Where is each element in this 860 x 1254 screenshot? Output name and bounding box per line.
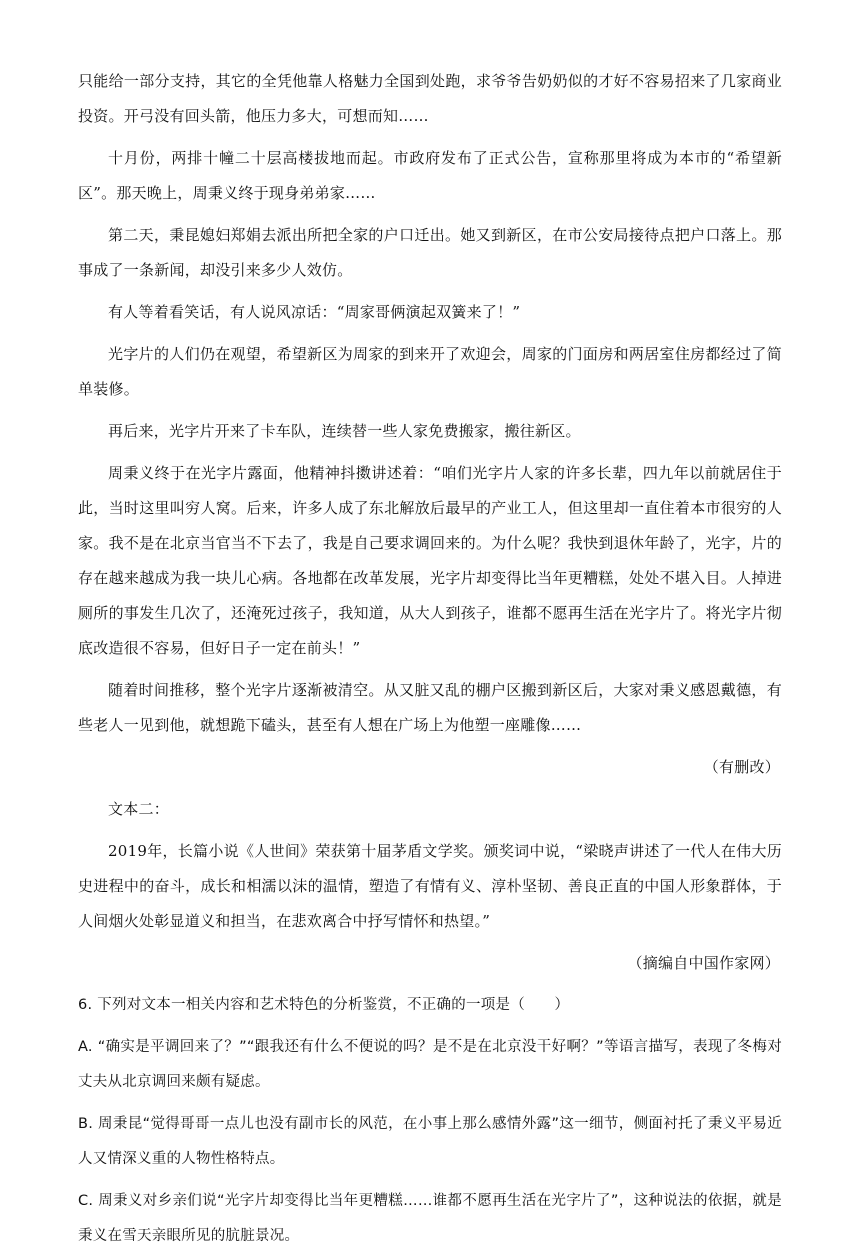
option-c: C. 周秉义对乡亲们说“光字片却变得比当年更糟糕……谁都不愿再生活在光字片了”，这种说法的依据，就是秉义在雪天亲眼所见的肮脏景况。: [78, 1193, 782, 1244]
text-two-heading: 文本二：: [108, 800, 170, 818]
paragraph-gossip: 有人等着看笑话，有人说风凉话：“周家哥俩演起双簧来了！”: [108, 303, 521, 321]
paragraph-next-day: 第二天，秉昆媳妇郑娟去派出所把全家的户口迁出。她又到新区，在市公安局接待点把户口落上。那事成了一条新闻，却没引来多少人效仿。: [78, 226, 782, 279]
paragraph-cleared: 随着时间推移，整个光字片逐渐被清空。从又脏又乱的棚户区搬到新区后，大家对秉义感恩戴德，有些老人一见到他，就想跪下磕头，甚至有人想在广场上为他塑一座雕像……: [78, 681, 782, 734]
paragraph-october: 十月份，两排十幢二十层高楼拔地而起。市政府发布了正式公告，宣称那里将成为本市的“希望新区”。那天晚上，周秉义终于现身弟弟家……: [78, 149, 782, 202]
option-a: A. “确实是平调回来了？”“跟我还有什么不便说的吗？是不是在北京没干好啊？”等语言描写，表现了冬梅对丈夫从北京调回来颇有疑虑。: [78, 1039, 782, 1090]
source-note-1: （有删改）: [703, 758, 780, 776]
paragraph-speech: 周秉义终于在光字片露面，他精神抖擞讲述着：“咱们光字片人家的许多长辈，四九年以前就居住于此，当时这里叫穷人窝。后来，许多人成了东北解放后最早的产业工人，但这里却一直住着本市很穷的人家。我不是在北京当官当不下去了，我是自己要求调回来的。为什么呢？我快到退休年龄了，光字，片的存在越来越成为我一块儿心病。各地都在改革发展，光字片却变得比当年更糟糕，处处不堪入目。人掉进厕所的事发生几次了，还淹死过孩子，我知道，从大人到孩子，谁都不愿再生活在光字片了。将光字片彻底改造很不容易，但好日子一定在前头！”: [78, 464, 782, 657]
source-note-2: （摘编自中国作家网）: [627, 954, 780, 972]
paragraph-watching: 光字片的人们仍在观望，希望新区为周家的到来开了欢迎会，周家的门面房和两居室住房都经过了简单装修。: [78, 345, 782, 398]
question-stem: 6. 下列对文本一相关内容和艺术特色的分析鉴赏，不正确的一项是（ ）: [78, 997, 570, 1013]
option-b: B. 周秉昆“觉得哥哥一点儿也没有副市长的风范，在小事上那么感情外露”这一细节，侧面衬托了秉义平易近人又情深义重的人物性格特点。: [78, 1116, 782, 1167]
paragraph-trucks: 再后来，光字片开来了卡车队，连续替一些人家免费搬家，搬往新区。: [108, 422, 581, 440]
paragraph-continuation: 只能给一部分支持，其它的全凭他靠人格魅力全国到处跑，求爷爷告奶奶似的才好不容易招来了几家商业投资。开弓没有回头箭，他压力多大，可想而知……: [78, 72, 782, 125]
text-two-paragraph: 2019年，长篇小说《人世间》荣获第十届茅盾文学奖。颁奖词中说，“梁晓声讲述了一代人在伟大历史进程中的奋斗，成长和相濡以沫的温情，塑造了有情有义、淳朴坚韧、善良正直的中国人形象群体，于人间烟火处彰显道义和担当，在悲欢离合中抒写情怀和热望。”: [78, 842, 782, 930]
